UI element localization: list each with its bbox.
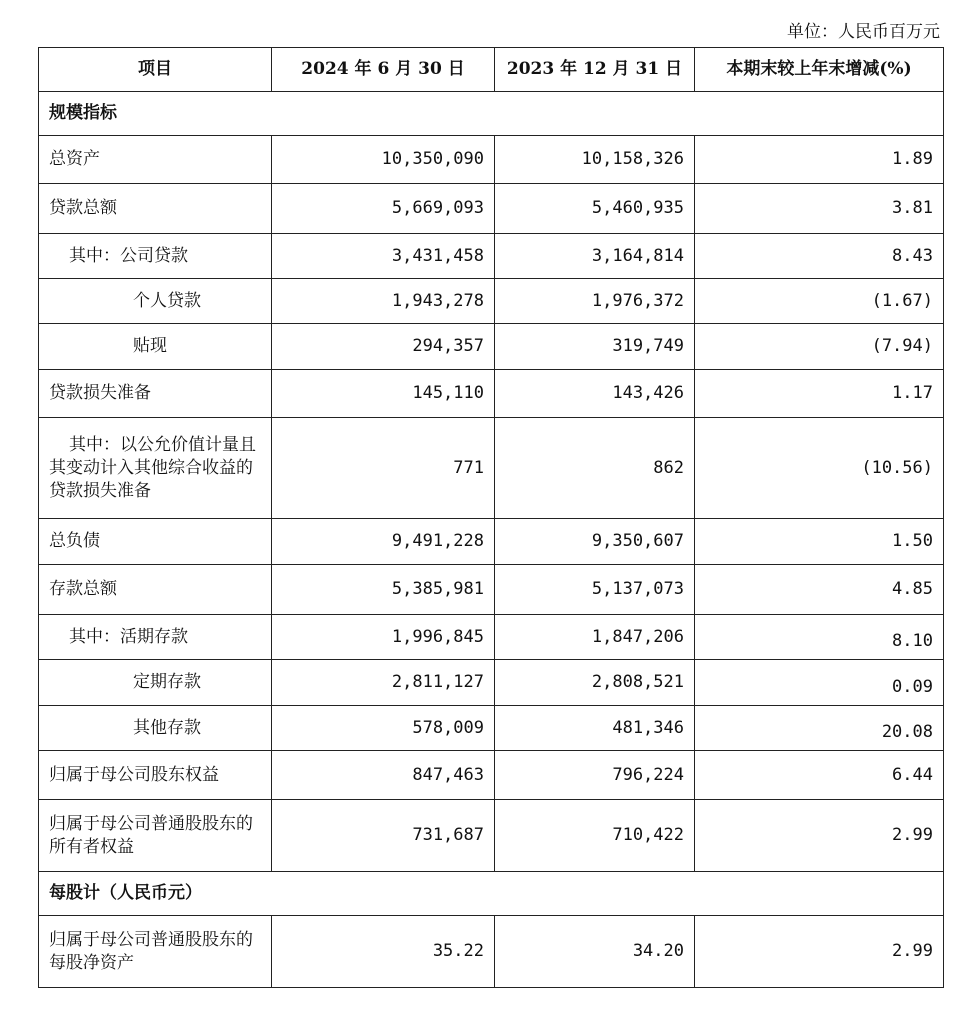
value-2024-06-30: 578,009 [272,706,495,751]
value-2024-06-30: 731,687 [272,800,495,872]
row-label: 总负债 [39,519,272,565]
section-row [39,872,944,916]
table-row [39,184,944,234]
header-change-percent: 本期末较上年末增减(%) [695,48,944,92]
row-label: 其中：活期存款 [39,615,272,660]
value-2023-12-31: 5,460,935 [495,184,695,234]
value-2024-06-30: 145,110 [272,370,495,418]
value-change-percent: 2.99 [695,800,944,872]
value-change-percent: 8.10 [695,615,944,660]
value-2024-06-30: 1,943,278 [272,279,495,324]
section-row [39,92,944,136]
value-2023-12-31: 710,422 [495,800,695,872]
value-2024-06-30: 2,811,127 [272,660,495,706]
unit-note: 单位：人民币百万元 [787,22,940,42]
row-label: 定期存款 [39,660,272,706]
value-change-percent: 3.81 [695,184,944,234]
table-row [39,706,944,751]
table-row [39,324,944,370]
table-row [39,418,944,519]
table-row [39,279,944,324]
value-2023-12-31: 10,158,326 [495,136,695,184]
value-2024-06-30: 5,385,981 [272,565,495,615]
value-2023-12-31: 319,749 [495,324,695,370]
value-change-percent: 6.44 [695,751,944,800]
header-2024-06-30: 2024 年 6 月 30 日 [272,48,495,92]
value-2024-06-30: 294,357 [272,324,495,370]
header-item: 项目 [39,48,272,92]
table-row [39,136,944,184]
value-change-percent: (10.56) [695,418,944,519]
row-label: 贴现 [39,324,272,370]
value-2023-12-31: 143,426 [495,370,695,418]
value-2023-12-31: 1,976,372 [495,279,695,324]
value-2024-06-30: 771 [272,418,495,519]
table-row [39,800,944,872]
value-change-percent: 1.50 [695,519,944,565]
row-label: 贷款总额 [39,184,272,234]
section-title: 每股计（人民币元） [39,872,944,916]
value-2023-12-31: 481,346 [495,706,695,751]
row-label: 总资产 [39,136,272,184]
table-header-row [39,48,944,92]
row-label: 归属于母公司普通股股东的每股净资产 [39,916,272,988]
row-label: 其中：以公允价值计量且其变动计入其他综合收益的贷款损失准备 [39,418,272,519]
row-label: 存款总额 [39,565,272,615]
table-row [39,751,944,800]
value-change-percent: 20.08 [695,706,944,751]
table-row [39,916,944,988]
section-title: 规模指标 [39,92,944,136]
value-2023-12-31: 9,350,607 [495,519,695,565]
value-2023-12-31: 5,137,073 [495,565,695,615]
table-row [39,370,944,418]
value-change-percent: (1.67) [695,279,944,324]
value-change-percent: 2.99 [695,916,944,988]
table-row [39,519,944,565]
value-2023-12-31: 3,164,814 [495,234,695,279]
value-2024-06-30: 10,350,090 [272,136,495,184]
value-change-percent: 1.17 [695,370,944,418]
table-row [39,234,944,279]
row-label: 个人贷款 [39,279,272,324]
value-change-percent: 1.89 [695,136,944,184]
row-label: 贷款损失准备 [39,370,272,418]
financial-indicators-table [38,47,944,988]
row-label: 归属于母公司股东权益 [39,751,272,800]
value-2023-12-31: 34.20 [495,916,695,988]
value-2024-06-30: 9,491,228 [272,519,495,565]
value-2024-06-30: 35.22 [272,916,495,988]
value-2023-12-31: 796,224 [495,751,695,800]
value-change-percent: 8.43 [695,234,944,279]
table-row [39,660,944,706]
table-body [39,92,944,988]
value-change-percent: 0.09 [695,660,944,706]
value-change-percent: (7.94) [695,324,944,370]
row-label: 归属于母公司普通股股东的所有者权益 [39,800,272,872]
value-2024-06-30: 847,463 [272,751,495,800]
row-label: 其他存款 [39,706,272,751]
value-2023-12-31: 862 [495,418,695,519]
value-change-percent: 4.85 [695,565,944,615]
table-row [39,615,944,660]
value-2023-12-31: 1,847,206 [495,615,695,660]
row-label: 其中：公司贷款 [39,234,272,279]
value-2023-12-31: 2,808,521 [495,660,695,706]
value-2024-06-30: 5,669,093 [272,184,495,234]
value-2024-06-30: 3,431,458 [272,234,495,279]
table-row [39,565,944,615]
header-2023-12-31: 2023 年 12 月 31 日 [495,48,695,92]
value-2024-06-30: 1,996,845 [272,615,495,660]
